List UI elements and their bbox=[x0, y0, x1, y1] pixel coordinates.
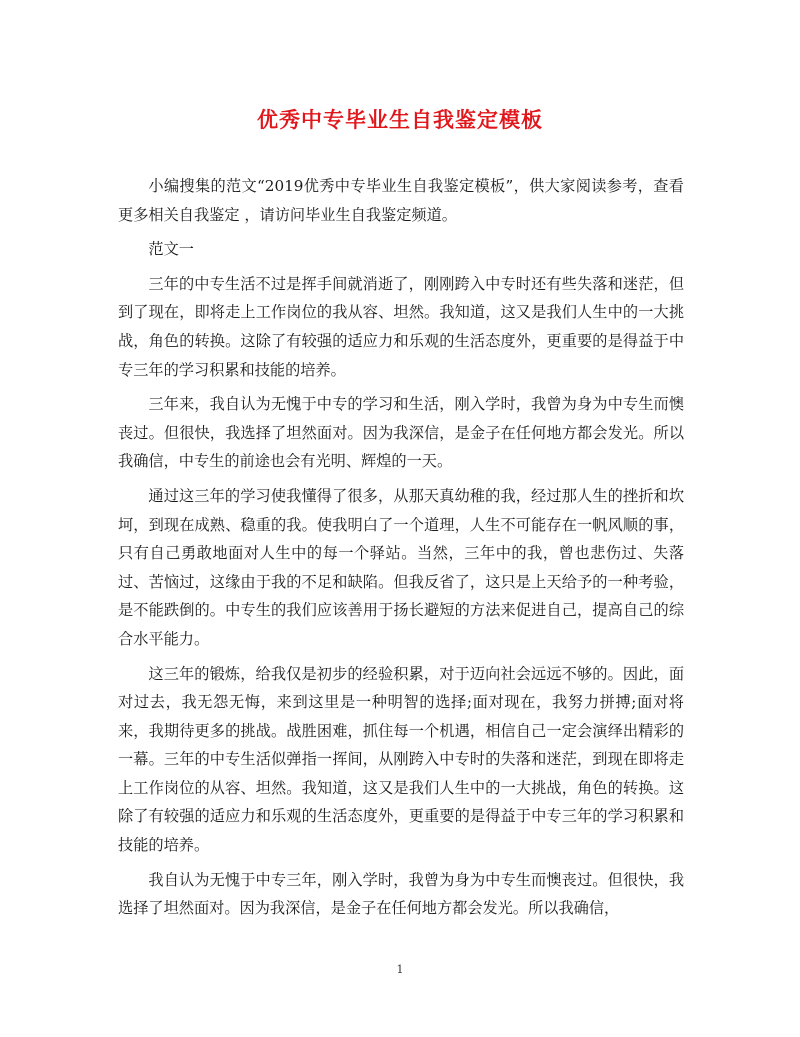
document-body bbox=[118, 172, 684, 929]
document-title: 优秀中专毕业生自我鉴定模板 bbox=[257, 107, 543, 132]
paragraph: 这三年的锻炼，给我仅是初步的经验积累，对于迈向社会远远不够的。因此，面对过去，我无怨无悔，来到这里是一种明智的选择;面对现在，我努力拼搏;面对将来，我期待更多的挑战。战胜困难，抓住每一个机遇，相信自己一定会演绎出精彩的一幕。三年的中专生活似弹指一挥间，从刚跨入中专时的失落和迷茫，到现在即将走上工作岗位的从容、坦然。我知道，这又是我们人生中的一大挑战，角色的转换。这除了有较强的适应力和乐观的生活态度外，更重要的是得益于中专三年的学习积累和技能的培养。 bbox=[118, 664, 684, 855]
paragraph: 三年来，我自认为无愧于中专的学习和生活，刚入学时，我曾为身为中专生而懊丧过。但很快，我选择了坦然面对。因为我深信，是金子在任何地方都会发光。所以我确信，中专生的前途也会有光明、辉煌的一天。 bbox=[118, 395, 684, 471]
paragraph-intro: 小编搜集的范文“2019优秀中专毕业生自我鉴定模板”，供大家阅读参考，查看更多相关自我鉴定 ，请访问毕业生自我鉴定频道。 bbox=[118, 177, 684, 224]
paragraph-section-heading: 范文一 bbox=[148, 240, 194, 259]
paragraph: 三年的中专生活不过是挥手间就消逝了，刚刚跨入中专时还有些失落和迷茫，但到了现在，即将走上工作岗位的我从容、坦然。我知道，这又是我们人生中的一大挑战，角色的转换。这除了有较强的适应力和乐观的生活态度外，更重要的是得益于中专三年的学习积累和技能的培养。 bbox=[118, 274, 684, 379]
page-number: 1 bbox=[396, 963, 404, 976]
paragraph: 我自认为无愧于中专三年，刚入学时，我曾为身为中专生而懊丧过。但很快，我选择了坦然面对。因为我深信，是金子在任何地方都会发光。所以我确信， bbox=[118, 870, 684, 918]
paragraph: 通过这三年的学习使我懂得了很多，从那天真幼稚的我，经过那人生的挫折和坎坷，到现在成熟、稳重的我。使我明白了一个道理，人生不可能存在一帆风顺的事，只有自己勇敢地面对人生中的每一个驿站。当然，三年中的我，曾也悲伤过、失落过、苦恼过，这缘由于我的不足和缺陷。但我反省了，这只是上天给予的一种考验，是不能跌倒的。中专生的我们应该善用于扬长避短的方法来促进自己，提高自己的综合水平能力。 bbox=[118, 486, 684, 648]
